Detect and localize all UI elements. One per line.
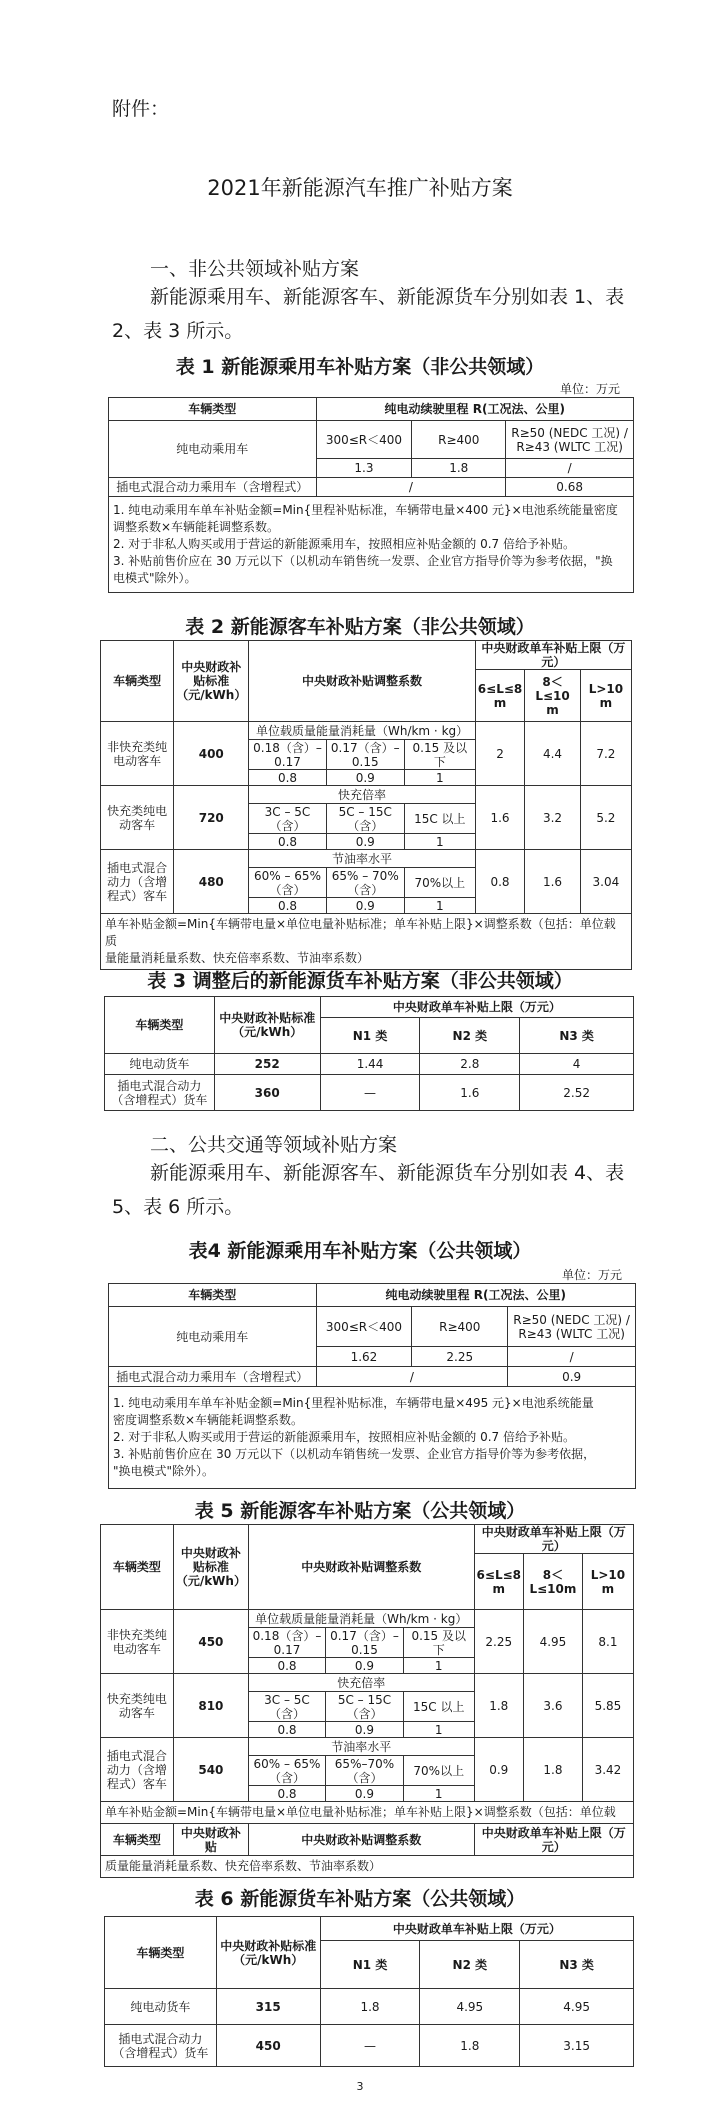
- table1-col3: [506, 421, 634, 459]
- table5-r1-standard: 450: [173, 1610, 248, 1674]
- table5-r3-type: 插电式混合动力（含增程式）客车: [101, 1738, 174, 1802]
- table6-r1-type: 纯电动货车: [105, 1989, 217, 2025]
- table4-row-phev: 插电式混合动力乘用车（含增程式）: [109, 1367, 317, 1387]
- table5-r3-subheader: 节油率水平: [248, 1738, 474, 1756]
- table1-row-bev: 纯电动乘用车: [109, 421, 317, 478]
- table5-r2-subheader: 快充倍率: [248, 1674, 474, 1692]
- table4-notes: [109, 1387, 636, 1489]
- table6-r2-n3: 3.15: [520, 2025, 634, 2067]
- table6-header-n3: N3 类: [520, 1941, 634, 1989]
- table5: [100, 1524, 634, 1878]
- table2-r3-range-a: 60% – 65%（含）: [249, 868, 326, 898]
- table6-caption: 表 6 新能源货车补贴方案（公共领域）: [194, 1888, 526, 1910]
- table3-header-standard: 中央财政补贴标准（元/kWh）: [214, 997, 320, 1054]
- table6-r2-n2: 1.8: [420, 2025, 520, 2067]
- table4-note1-line1: 1. 纯电动乘用车单车补贴金额=Min{里程补贴标准，车辆带电量×495 元}×电池系统能量: [113, 1396, 594, 1410]
- table5-r1-type: 非快充类纯电动客车: [101, 1610, 174, 1674]
- table4-col3-line1: R≥50 (NEDC 工况) /: [513, 1312, 630, 1327]
- table2-r3-type: 插电式混合动力（含增程式）客车: [101, 850, 174, 914]
- table4-col3: [508, 1307, 636, 1347]
- table2-r1-range-a: 0.18（含）–0.17: [249, 740, 326, 770]
- section1-para-line1: 新能源乘用车、新能源客车、新能源货车分别如表 1、表: [150, 286, 625, 308]
- table3-r2-n1: —: [320, 1075, 420, 1111]
- table1-row-phev: 插电式混合动力乘用车（含增程式）: [109, 478, 317, 497]
- table1-notes: [109, 497, 634, 593]
- table5-header-upper: 中央财政单车补贴上限（万元）: [474, 1525, 633, 1554]
- table4-note3-line1: 3. 补贴前售价应在 30 万元以下（以机动车销售统一发票、企业官方指导价等为参考依据，: [113, 1447, 596, 1461]
- table5-header-len2: 8＜L≤10m: [524, 1554, 583, 1610]
- table6-header-vehicle: 车辆类型: [105, 1917, 217, 1989]
- table2-notes: [101, 914, 632, 970]
- section1-heading: 一、非公共领域补贴方案: [150, 258, 360, 280]
- table4-unit: 单位：万元: [562, 1268, 623, 1282]
- table2-r1-coef-a: 0.8: [249, 770, 326, 786]
- table2-r3-range-b: 65% – 70%（含）: [326, 868, 404, 898]
- table6: [104, 1916, 634, 2067]
- table2-r1-coef-c: 1: [404, 770, 475, 786]
- table6-r2-n1: —: [320, 2025, 420, 2067]
- table2-r1-upper2: 4.4: [525, 722, 581, 786]
- table2-note-line1: 单车补贴金额=Min{车辆带电量×单位电量补贴标准；单车补贴上限}×调整系数（包括：单位载质: [105, 917, 616, 948]
- table3-r1-n2: 2.8: [420, 1054, 520, 1075]
- table2-header-len2: 8＜L≤10 m: [525, 670, 581, 722]
- table1: [108, 397, 634, 593]
- table2-r1-range-b: 0.17（含）–0.15: [326, 740, 404, 770]
- table3-r2-n2: 1.6: [420, 1075, 520, 1111]
- table5-r3-coef-a: 0.8: [248, 1786, 325, 1802]
- table5-header-standard: 中央财政补贴标准（元/kWh）: [173, 1525, 248, 1610]
- table5-r2-range-c: 15C 以上: [403, 1692, 474, 1722]
- table2-r1-subheader: 单位载质量能量消耗量（Wh/km · kg）: [249, 722, 475, 740]
- table1-col2: R≥400: [412, 421, 506, 459]
- table5-r2-upper1: 1.8: [474, 1674, 523, 1738]
- table2-r3-subheader: 节油率水平: [249, 850, 475, 868]
- table3-header-n2: N2 类: [420, 1018, 520, 1054]
- table2-r2-range-b: 5C – 15C（含）: [326, 804, 404, 834]
- table6-r1-n2: 4.95: [420, 1989, 520, 2025]
- table5-r2-upper2: 3.6: [524, 1674, 583, 1738]
- table4-row-bev: 纯电动乘用车: [109, 1307, 317, 1367]
- table2-r1-upper3: 7.2: [580, 722, 631, 786]
- table1-note3-line2: 电模式"除外）。: [113, 571, 197, 585]
- table3: [104, 996, 634, 1111]
- table5-r2-type: 快充类纯电动客车: [101, 1674, 174, 1738]
- table3-r2-n3: 2.52: [520, 1075, 634, 1111]
- section2-para-line1: 新能源乘用车、新能源客车、新能源货车分别如表 4、表: [150, 1162, 625, 1184]
- table3-r1-n1: 1.44: [320, 1054, 420, 1075]
- table5-r2-coef-a: 0.8: [248, 1722, 325, 1738]
- table3-r1-type: 纯电动货车: [105, 1054, 215, 1075]
- table4-col3-line2: R≥43 (WLTC 工况): [518, 1326, 625, 1341]
- attachment-label: 附件：: [112, 98, 170, 120]
- table2-r3-upper1: 0.8: [475, 850, 524, 914]
- table3-caption: 表 3 调整后的新能源货车补贴方案（非公共领域）: [147, 970, 573, 992]
- table1-value1: 1.3: [316, 459, 412, 478]
- table5-repeat-header-coef: 中央财政补贴调整系数: [248, 1824, 474, 1856]
- table5-r1-coef-b: 0.9: [326, 1658, 404, 1674]
- table5-repeat-header-vehicle: 车辆类型: [101, 1824, 174, 1856]
- table5-repeat-header-upper: 中央财政单车补贴上限（万元）: [474, 1824, 633, 1856]
- table2-r1-type: 非快充类纯电动客车: [101, 722, 174, 786]
- table2-r3-standard: 480: [174, 850, 249, 914]
- table2-r2-coef-a: 0.8: [249, 834, 326, 850]
- table5-r3-upper1: 0.9: [474, 1738, 523, 1802]
- table2-caption: 表 2 新能源客车补贴方案（非公共领域）: [185, 616, 535, 638]
- table5-caption: 表 5 新能源客车补贴方案（公共领域）: [194, 1500, 526, 1522]
- table4-value2: 2.25: [412, 1347, 508, 1367]
- table5-r1-upper1: 2.25: [474, 1610, 523, 1674]
- table4-note3-line2: "换电模式"除外）。: [113, 1464, 215, 1478]
- table5-r3-range-a: 60% – 65%（含）: [248, 1756, 325, 1786]
- table2-r2-upper3: 5.2: [580, 786, 631, 850]
- table2-r1-range-c: 0.15 及以下: [404, 740, 475, 770]
- table5-header-len1: 6≤L≤8 m: [474, 1554, 523, 1610]
- table5-header-coef: 中央财政补贴调整系数: [248, 1525, 474, 1610]
- table2-header-len3: L>10 m: [580, 670, 631, 722]
- table3-header-n3: N3 类: [520, 1018, 634, 1054]
- table3-r2-standard: 360: [214, 1075, 320, 1111]
- table2-r2-standard: 720: [174, 786, 249, 850]
- table2-r3-upper3: 3.04: [580, 850, 631, 914]
- table4-caption: 表4 新能源乘用车补贴方案（公共领域）: [188, 1240, 532, 1262]
- table2-header-vehicle: 车辆类型: [101, 641, 174, 722]
- table2-r3-coef-b: 0.9: [326, 898, 404, 914]
- table2-r3-range-c: 70%以上: [404, 868, 475, 898]
- table2-note-line2: 量能量消耗量系数、快充倍率系数、节油率系数）: [105, 951, 370, 965]
- table3-header-vehicle: 车辆类型: [105, 997, 215, 1054]
- table2-r2-coef-b: 0.9: [326, 834, 404, 850]
- table4-phev-value2: 0.9: [508, 1367, 636, 1387]
- table4-note2: 2. 对于非私人购买或用于营运的新能源乘用车，按照相应补贴金额的 0.7 倍给予补贴。: [113, 1430, 575, 1444]
- table5-r3-upper3: 3.42: [582, 1738, 633, 1802]
- table4-col1: 300≤R＜400: [316, 1307, 412, 1347]
- table1-note2: 2. 对于非私人购买或用于营运的新能源乘用车，按照相应补贴金额的 0.7 倍给予补贴。: [113, 537, 575, 551]
- table1-note1-line2: 调整系数×车辆能耗调整系数。: [113, 520, 280, 534]
- table5-note-line2: 质量能量消耗量系数、快充倍率系数、节油率系数）: [101, 1856, 634, 1878]
- table4-value1: 1.62: [316, 1347, 412, 1367]
- table2-r2-coef-c: 1: [404, 834, 475, 850]
- table5-header-vehicle: 车辆类型: [101, 1525, 174, 1610]
- table5-note-line1: 单车补贴金额=Min{车辆带电量×单位电量补贴标准；单车补贴上限}×调整系数（包括：单位载: [101, 1802, 634, 1824]
- table1-header-range: 纯电动续驶里程 R(工况法、公里): [316, 398, 634, 421]
- table5-r1-upper3: 8.1: [582, 1610, 633, 1674]
- table5-r3-range-c: 70%以上: [403, 1756, 474, 1786]
- table2-r1-coef-b: 0.9: [326, 770, 404, 786]
- table2-r1-standard: 400: [174, 722, 249, 786]
- table2-r2-range-c: 15C 以上: [404, 804, 475, 834]
- table1-note1-line1: 1. 纯电动乘用车单车补贴金额=Min{里程补贴标准，车辆带电量×400 元}×电池系统能量密度: [113, 503, 618, 517]
- table5-r2-coef-b: 0.9: [326, 1722, 404, 1738]
- table1-col3-line2: R≥43 (WLTC 工况): [516, 439, 623, 454]
- table2-r3-coef-a: 0.8: [249, 898, 326, 914]
- table1-unit: 单位：万元: [560, 382, 621, 396]
- table5-r3-upper2: 1.8: [524, 1738, 583, 1802]
- table5-r3-standard: 540: [173, 1738, 248, 1802]
- table5-r1-subheader: 单位载质量能量消耗量（Wh/km · kg）: [248, 1610, 474, 1628]
- page-number: 3: [356, 2080, 364, 2093]
- table5-r1-coef-a: 0.8: [248, 1658, 325, 1674]
- table3-header-n1: N1 类: [320, 1018, 420, 1054]
- table4-note1-line2: 密度调整系数×车辆能耗调整系数。: [113, 1413, 304, 1427]
- section2-heading: 二、公共交通等领域补贴方案: [150, 1134, 398, 1156]
- table2-r2-upper1: 1.6: [475, 786, 524, 850]
- table1-header-vehicle: 车辆类型: [109, 398, 317, 421]
- table6-r2-standard: 450: [216, 2025, 320, 2067]
- table1-value2: 1.8: [412, 459, 506, 478]
- table2-r3-coef-c: 1: [404, 898, 475, 914]
- table5-r1-upper2: 4.95: [524, 1610, 583, 1674]
- table1-phev-value1: /: [316, 478, 506, 497]
- table1-phev-value2: 0.68: [506, 478, 634, 497]
- table5-repeat-header-standard: 中央财政补贴: [173, 1824, 248, 1856]
- table5-r1-range-c: 0.15 及以下: [403, 1628, 474, 1658]
- table1-col1: 300≤R＜400: [316, 421, 412, 459]
- table5-r3-range-b: 65%–70%（含）: [326, 1756, 404, 1786]
- table4-value3: /: [508, 1347, 636, 1367]
- table3-header-upper: 中央财政单车补贴上限（万元）: [320, 997, 633, 1018]
- table6-r1-standard: 315: [216, 1989, 320, 2025]
- table2-r3-upper2: 1.6: [525, 850, 581, 914]
- table6-r1-n3: 4.95: [520, 1989, 634, 2025]
- section1-para-line2: 2、表 3 所示。: [112, 320, 244, 342]
- table5-r3-coef-c: 1: [403, 1786, 474, 1802]
- table3-r1-standard: 252: [214, 1054, 320, 1075]
- table6-header-n1: N1 类: [320, 1941, 420, 1989]
- table5-r1-coef-c: 1: [403, 1658, 474, 1674]
- table5-r2-coef-c: 1: [403, 1722, 474, 1738]
- table4-header-range: 纯电动续驶里程 R(工况法、公里): [316, 1284, 636, 1307]
- table3-r2-type: 插电式混合动力（含增程式）货车: [105, 1075, 215, 1111]
- table4: [108, 1283, 636, 1489]
- table2-header-len1: 6≤L≤8 m: [475, 670, 524, 722]
- table6-r1-n1: 1.8: [320, 1989, 420, 2025]
- table1-note3-line1: 3. 补贴前售价应在 30 万元以下（以机动车销售统一发票、企业官方指导价等为参考依据，"换: [113, 554, 613, 568]
- table2-header-coef: 中央财政补贴调整系数: [249, 641, 475, 722]
- table3-r1-n3: 4: [520, 1054, 634, 1075]
- document-title: 2021年新能源汽车推广补贴方案: [207, 176, 513, 200]
- table5-r2-standard: 810: [173, 1674, 248, 1738]
- table4-header-vehicle: 车辆类型: [109, 1284, 317, 1307]
- table2-r2-subheader: 快充倍率: [249, 786, 475, 804]
- table5-r2-range-b: 5C – 15C（含）: [326, 1692, 404, 1722]
- table2-header-standard: 中央财政补贴标准（元/kWh）: [174, 641, 249, 722]
- table6-header-n2: N2 类: [420, 1941, 520, 1989]
- table2-r1-upper1: 2: [475, 722, 524, 786]
- table4-phev-value1: /: [316, 1367, 508, 1387]
- table6-header-upper: 中央财政单车补贴上限（万元）: [320, 1917, 633, 1941]
- table6-header-standard: 中央财政补贴标准（元/kWh）: [216, 1917, 320, 1989]
- table2-header-upper: 中央财政单车补贴上限（万元）: [475, 641, 631, 670]
- table2-r2-range-a: 3C – 5C（含）: [249, 804, 326, 834]
- table5-r1-range-b: 0.17（含）–0.15: [326, 1628, 404, 1658]
- section2-para-line2: 5、表 6 所示。: [112, 1196, 244, 1218]
- table2: [100, 640, 632, 970]
- table6-r2-type: 插电式混合动力（含增程式）货车: [105, 2025, 217, 2067]
- table2-r2-upper2: 3.2: [525, 786, 581, 850]
- table1-col3-line1: R≥50 (NEDC 工况) /: [511, 425, 628, 440]
- table2-r2-type: 快充类纯电动客车: [101, 786, 174, 850]
- table5-r2-range-a: 3C – 5C（含）: [248, 1692, 325, 1722]
- table1-value3: /: [506, 459, 634, 478]
- table5-header-len3: L>10 m: [582, 1554, 633, 1610]
- table4-col2: R≥400: [412, 1307, 508, 1347]
- table1-caption: 表 1 新能源乘用车补贴方案（非公共领域）: [175, 356, 545, 378]
- table5-r2-upper3: 5.85: [582, 1674, 633, 1738]
- table5-r3-coef-b: 0.9: [326, 1786, 404, 1802]
- table5-r1-range-a: 0.18（含）–0.17: [248, 1628, 325, 1658]
